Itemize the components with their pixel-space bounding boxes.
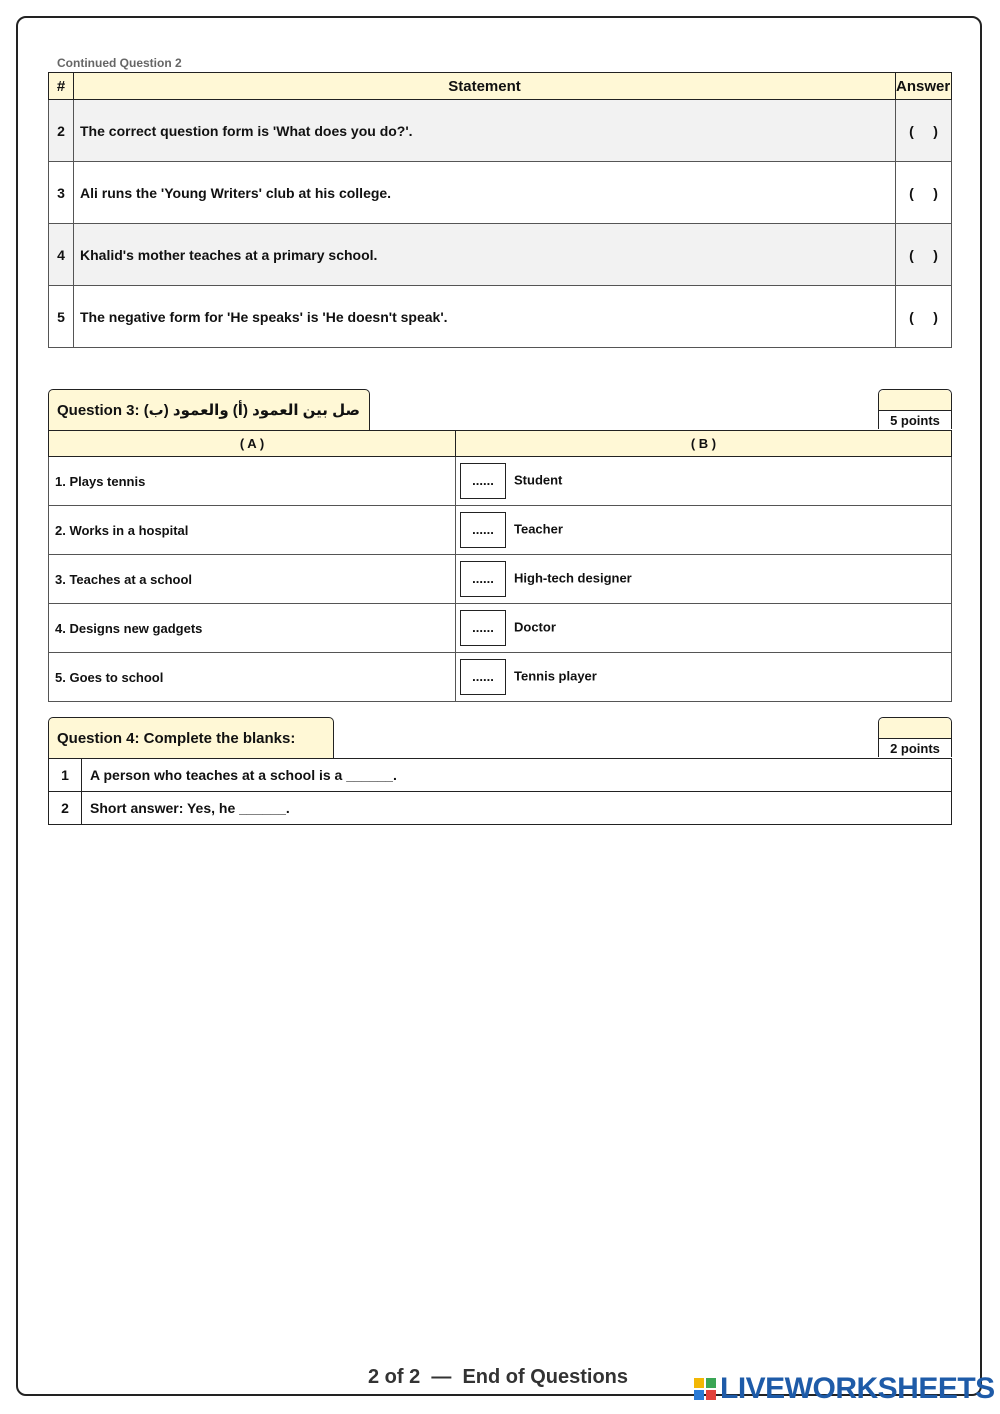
- table-row: [49, 286, 952, 348]
- q2-answer-slot[interactable]: ( ): [896, 162, 952, 224]
- q3-item-a: 4. Designs new gadgets: [49, 604, 456, 653]
- match-answer-box[interactable]: ......: [460, 463, 506, 499]
- q2-row-statement: The correct question form is 'What does you do?'.: [74, 100, 896, 162]
- liveworksheets-logo-icon: [694, 1378, 716, 1400]
- q4-row-num: 1: [49, 759, 82, 792]
- table-row: [49, 457, 952, 506]
- table-row: [49, 604, 952, 653]
- q4-blank-sentence[interactable]: A person who teaches at a school is a ______.: [82, 759, 952, 792]
- table-row: [49, 100, 952, 162]
- q3-item-b: [456, 653, 952, 702]
- q2-answer-slot[interactable]: ( ): [896, 224, 952, 286]
- q3-header-b: ( B ): [456, 431, 952, 457]
- question-3-table: [48, 430, 952, 702]
- q3-header-a: ( A ): [49, 431, 456, 457]
- question-4-table: [48, 758, 952, 825]
- q3-item-b-text: High-tech designer: [514, 570, 632, 586]
- match-answer-box[interactable]: ......: [460, 610, 506, 646]
- q3-item-a: 3. Teaches at a school: [49, 555, 456, 604]
- q2-row-statement: Ali runs the 'Young Writers' club at his college.: [74, 162, 896, 224]
- q2-answer-slot[interactable]: ( ): [896, 100, 952, 162]
- q3-item-b: [456, 555, 952, 604]
- match-answer-box[interactable]: ......: [460, 512, 506, 548]
- q3-item-a: 2. Works in a hospital: [49, 506, 456, 555]
- question-3-points: 5 points: [890, 413, 940, 428]
- liveworksheets-brand[interactable]: [694, 1372, 995, 1406]
- q3-item-a: 5. Goes to school: [49, 653, 456, 702]
- table-row: [49, 759, 952, 792]
- table-row: [49, 792, 952, 825]
- question-4-title: [48, 717, 334, 758]
- table-row: [49, 224, 952, 286]
- q4-blank-sentence[interactable]: Short answer: Yes, he ______.: [82, 792, 952, 825]
- match-answer-box[interactable]: ......: [460, 561, 506, 597]
- table-row: [49, 653, 952, 702]
- q2-row-num: 2: [49, 100, 74, 162]
- q3-item-b: [456, 604, 952, 653]
- question-2-table: [48, 72, 952, 348]
- table-row: [49, 162, 952, 224]
- q2-row-statement: The negative form for 'He speaks' is 'He doesn't speak'.: [74, 286, 896, 348]
- q2-row-num: 3: [49, 162, 74, 224]
- q3-item-b-text: Tennis player: [514, 668, 597, 684]
- page-footer: 2 of 2 — End of Questions: [368, 1366, 629, 1388]
- brand-name: LIVEWORKSHEETS: [720, 1372, 995, 1405]
- question-4-title-text: Question 4: Complete the blanks:: [57, 729, 296, 747]
- question-3-title-text: Question 3: صل بين العمود (أ) والعمود (ب): [57, 402, 360, 419]
- continued-label: Continued Question 2: [57, 56, 182, 70]
- q2-answer-slot[interactable]: ( ): [896, 286, 952, 348]
- q3-item-a: 1. Plays tennis: [49, 457, 456, 506]
- question-4-points: 2 points: [890, 741, 940, 756]
- q3-item-b: [456, 457, 952, 506]
- q2-header-statement: Statement: [74, 73, 896, 100]
- question-3-title: [48, 389, 370, 430]
- q4-row-num: 2: [49, 792, 82, 825]
- q3-item-b: [456, 506, 952, 555]
- q2-row-num: 5: [49, 286, 74, 348]
- question-4-points-box: [878, 717, 952, 757]
- q3-item-b-text: Teacher: [514, 521, 563, 537]
- question-3-points-box: [878, 389, 952, 429]
- q2-header-num: #: [49, 73, 74, 100]
- q3-item-b-text: Doctor: [514, 619, 556, 635]
- q2-header-answer: Answer: [896, 73, 952, 100]
- q2-row-statement: Khalid's mother teaches at a primary school.: [74, 224, 896, 286]
- q3-item-b-text: Student: [514, 472, 563, 488]
- table-row: [49, 555, 952, 604]
- q2-row-num: 4: [49, 224, 74, 286]
- match-answer-box[interactable]: ......: [460, 659, 506, 695]
- table-row: [49, 506, 952, 555]
